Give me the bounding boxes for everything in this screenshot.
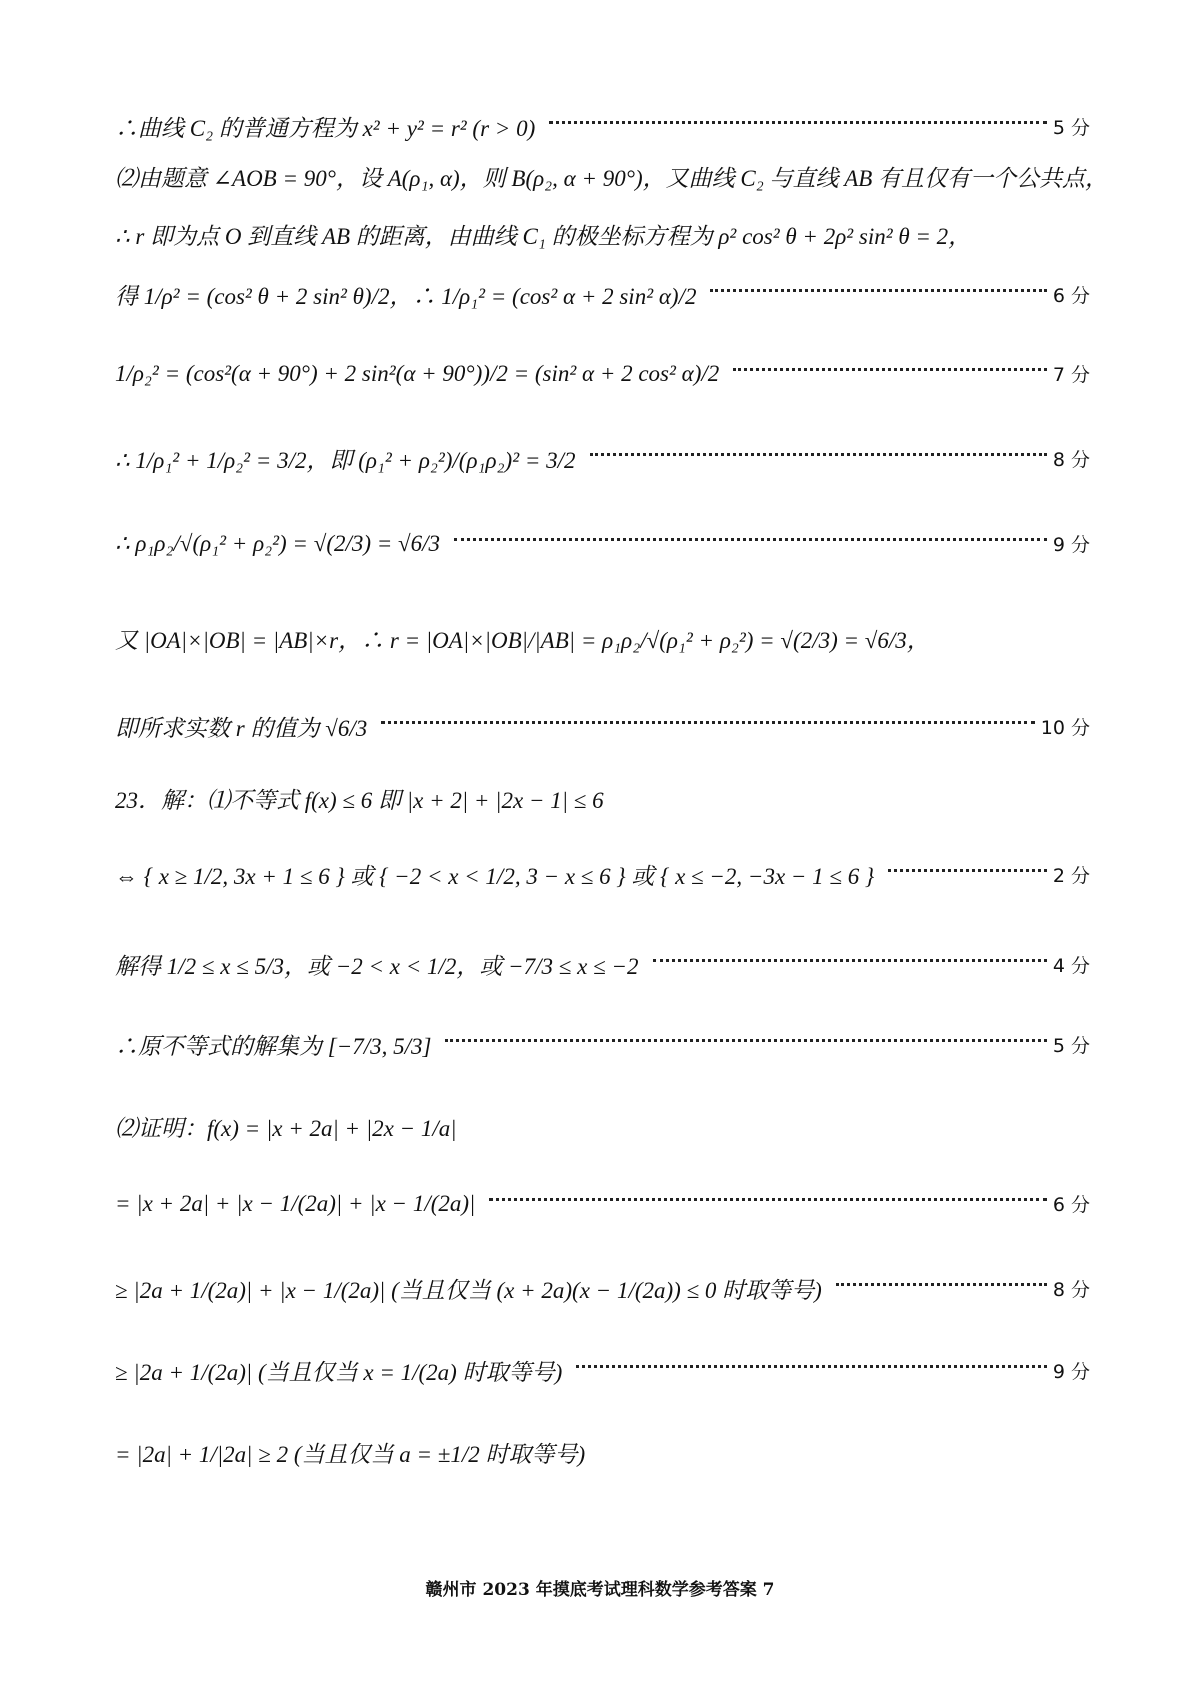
dot-leader xyxy=(733,368,1047,371)
dot-leader xyxy=(445,1039,1046,1042)
answer-line-15 xyxy=(115,1190,1090,1217)
answer-line-7 xyxy=(115,530,1090,557)
dot-leader xyxy=(576,1365,1047,1368)
score-label: 7 分 xyxy=(1052,364,1090,386)
answer-line-4 xyxy=(115,278,1090,311)
score-label: 8 分 xyxy=(1052,1279,1090,1301)
line-text: ∴原不等式的解集为 [−7/3, 5/3] xyxy=(115,1034,432,1059)
line-text: ∴曲线 C₂ 的普通方程为 x² + y² = r² (r > 0) xyxy=(115,116,536,141)
line-text: 23．解：⑴不等式 f(x) ≤ 6 即 |x + 2| + |2x − 1| ≤ 6 xyxy=(115,788,604,813)
dot-leader xyxy=(710,289,1046,292)
answer-line-9 xyxy=(115,710,1090,743)
answer-line-6 xyxy=(115,442,1090,475)
score-label: 9 分 xyxy=(1052,534,1090,556)
dot-leader xyxy=(454,538,1047,541)
dot-leader xyxy=(381,721,1035,724)
score-label: 8 分 xyxy=(1052,449,1090,471)
dot-leader xyxy=(888,869,1047,872)
line-text: 1/ρ₂² = (cos²(α + 90°) + 2 sin²(α + 90°))/2 = (sin² α + 2 cos² α)/2 xyxy=(115,360,720,386)
answer-line-11 xyxy=(115,858,1090,891)
line-text: ≥ |2a + 1/(2a)| (当且仅当 x = 1/(2a) 时取等号) xyxy=(115,1360,563,1385)
line-text: 即所求实数 r 的值为 √6/3 xyxy=(115,716,368,741)
answer-line-10 xyxy=(115,782,1090,815)
dot-leader xyxy=(549,121,1047,124)
dot-leader xyxy=(836,1283,1047,1286)
score-label: 6 分 xyxy=(1052,1194,1090,1216)
answer-line-18 xyxy=(115,1436,1090,1469)
dot-leader xyxy=(653,959,1047,962)
line-text: ≥ |2a + 1/(2a)| + |x − 1/(2a)| (当且仅当 (x + 2a)(x − 1/(2a)) ≤ 0 时取等号) xyxy=(115,1278,822,1303)
score-label: 5 分 xyxy=(1052,117,1090,139)
answer-line-1 xyxy=(115,110,1090,143)
line-text: ∴ ρ₁ρ₂/√(ρ₁² + ρ₂²) = √(2/3) = √6/3 xyxy=(115,530,441,556)
line-text: 又 |OA|×|OB| = |AB|×r，∴ r = |OA|×|OB|/|AB| = ρ₁ρ₂/√(ρ₁² + ρ₂²) = √(2/3) = √6/3， xyxy=(115,628,930,653)
dot-leader xyxy=(590,453,1047,456)
answer-line-5 xyxy=(115,360,1090,387)
answer-line-13 xyxy=(115,1028,1090,1061)
answer-line-12 xyxy=(115,948,1090,981)
line-text: = |2a| + 1/|2a| ≥ 2 (当且仅当 a = ±1/2 时取等号) xyxy=(115,1442,586,1467)
score-label: 5 分 xyxy=(1052,1035,1090,1057)
line-text: ∴ r 即为点 O 到直线 AB 的距离，由曲线 C₁ 的极坐标方程为 ρ² cos² θ + 2ρ² sin² θ = 2， xyxy=(115,224,972,249)
score-label: 9 分 xyxy=(1052,1361,1090,1383)
dot-leader xyxy=(489,1198,1047,1201)
answer-line-16 xyxy=(115,1272,1090,1305)
answer-line-8 xyxy=(115,622,1090,655)
answer-line-3 xyxy=(115,218,1090,251)
score-label: 10 分 xyxy=(1040,717,1090,739)
score-label: 4 分 xyxy=(1052,955,1090,977)
score-label: 6 分 xyxy=(1052,285,1090,307)
line-text: 解得 1/2 ≤ x ≤ 5/3，或 −2 < x < 1/2，或 −7/3 ≤ x ≤ −2 xyxy=(115,954,639,979)
answer-line-2 xyxy=(115,160,1109,193)
line-text: ⇔ { x ≥ 1/2, 3x + 1 ≤ 6 } 或 { −2 < x < 1/2, 3 − x ≤ 6 } 或 { x ≤ −2, −3x − 1 ≤ 6 } xyxy=(115,864,875,889)
page-footer: 赣州市 2023 年摸底考试理科数学参考答案 7 xyxy=(425,1580,775,1600)
score-label: 2 分 xyxy=(1052,865,1090,887)
line-text: ∴ 1/ρ₁² + 1/ρ₂² = 3/2，即 (ρ₁² + ρ₂²)/(ρ₁ρ₂)² = 3/2 xyxy=(115,448,576,473)
line-text: ⑵由题意 ∠AOB = 90°，设 A(ρ₁, α)，则 B(ρ₂, α + 90°)，又曲线 C₂ 与直线 AB 有且仅有一个公共点， xyxy=(115,166,1109,191)
line-text: 得 1/ρ² = (cos² θ + 2 sin² θ)/2，∴ 1/ρ₁² = (cos² α + 2 sin² α)/2 xyxy=(115,284,697,309)
line-text: = |x + 2a| + |x − 1/(2a)| + |x − 1/(2a)| xyxy=(115,1190,476,1216)
line-text: ⑵证明：f(x) = |x + 2a| + |2x − 1/a| xyxy=(115,1116,457,1141)
answer-line-14 xyxy=(115,1110,1090,1143)
answer-line-17 xyxy=(115,1354,1090,1387)
